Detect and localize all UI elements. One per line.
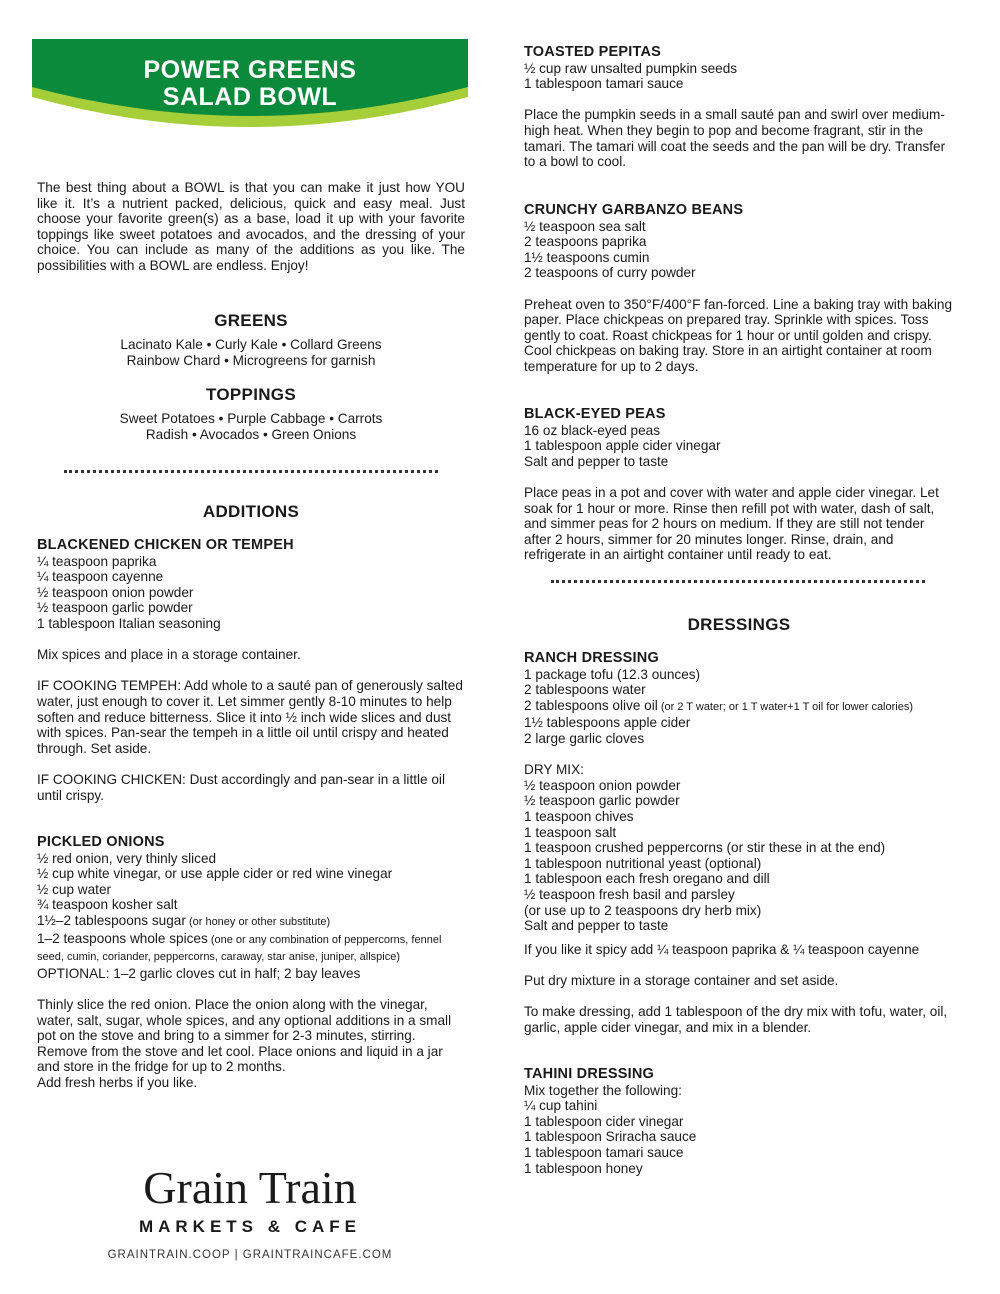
list-item: 1½ teaspoons cumin xyxy=(524,249,650,265)
list-item: OPTIONAL: 1–2 garlic cloves cut in half; 2 bay leaves xyxy=(37,965,361,981)
garbanzo-title: CRUNCHY GARBANZO BEANS xyxy=(524,202,744,218)
blackened-step-3: IF COOKING CHICKEN: Dust accordingly and pan-sear in a little oil until crispy. xyxy=(37,771,445,803)
list-item: 1 teaspoon salt xyxy=(524,824,617,840)
title-line-1: POWER GREENS xyxy=(143,56,357,84)
list-item: ½ teaspoon garlic powder xyxy=(524,793,680,809)
page-title xyxy=(32,57,468,111)
list-item: ¾ teaspoon kosher salt xyxy=(37,897,178,913)
spices-note: (one or any combination of peppercorns, fennel seed, cumin, coriander, peppercorns, caraway, star anise, juniper, allspice) xyxy=(37,933,442,964)
list-item: 1 tablespoon nutritional yeast (optional) xyxy=(524,855,762,871)
list-item: ½ teaspoon sea salt xyxy=(524,218,646,234)
grain-train-logo xyxy=(100,1162,400,1261)
toppings-line-1: Sweet Potatoes • Purple Cabbage • Carrots xyxy=(119,411,383,426)
ranch-section xyxy=(524,651,954,1035)
blackeyed-section xyxy=(524,407,954,563)
garbanzo-section xyxy=(524,203,954,375)
blackened-step-2: IF COOKING TEMPEH: Add whole to a sauté pan of generously salted water, just enough to cover it. Let simmer gently 8-10 minutes to help soften and reduce bitterness. Slice it into ½ inch wide slices and dust with spices. Pan-sear the tempeh in a little oil until crispy and heated through. Set aside. xyxy=(37,678,463,756)
toppings-list xyxy=(37,411,465,442)
list-item: 1 teaspoon crushed peppercorns (or stir these in at the end) xyxy=(524,840,886,856)
ranch-step-2: To make dressing, add 1 tablespoon of the dry mix with tofu, water, oil, garlic, apple cider vinegar, and mix in a blender. xyxy=(524,1004,948,1035)
list-item: 1 package tofu (12.3 ounces) xyxy=(524,666,701,682)
title-banner xyxy=(32,39,468,147)
list-item: ½ teaspoon fresh basil and parsley xyxy=(524,886,735,902)
list-item: 2 large garlic cloves xyxy=(524,730,645,746)
list-item: Salt and pepper to taste xyxy=(524,918,669,934)
list-item: ¼ teaspoon cayenne xyxy=(37,569,164,585)
greens-list xyxy=(37,337,465,368)
list-item: 1 tablespoon cider vinegar xyxy=(524,1113,684,1129)
logo-subtitle: MARKETS & CAFE xyxy=(138,1217,362,1236)
list-item: ¼ teaspoon paprika xyxy=(37,553,157,569)
ranch-step-1: Put dry mixture in a storage container and set aside. xyxy=(524,972,839,988)
divider-left xyxy=(64,470,438,473)
list-item: ½ teaspoon onion powder xyxy=(524,777,681,793)
blackened-section xyxy=(37,538,465,803)
blackened-step-1: Mix spices and place in a storage container. xyxy=(37,647,301,663)
list-item: ½ teaspoon garlic powder xyxy=(37,600,193,616)
list-item: Mix together the following: xyxy=(524,1082,682,1098)
spicy-note: If you like it spicy add ¼ teaspoon paprika & ¼ teaspoon cayenne xyxy=(524,941,920,957)
list-item: 1 tablespoon tamari sauce xyxy=(524,1144,684,1160)
drymix-label: DRY MIX: xyxy=(524,762,584,778)
blackeyed-step-1: Place peas in a pot and cover with water and apple cider vinegar. Let soak for 1 hour or more. Rinse then refill pot with water, dash of salt, and simmer peas for 2 hours on medium. If they are still not tender after 2 hours, simmer for 20 minutes longer. Rinse, drain, and refrigerate in an airtight container until ready to eat. xyxy=(524,484,939,563)
pepitas-title: TOASTED PEPITAS xyxy=(524,44,662,60)
list-item: ¼ cup tahini xyxy=(524,1098,598,1114)
dressings-heading: DRESSINGS xyxy=(687,615,791,634)
logo-urls: GRAINTRAIN.COOP | GRAINTRAINCAFE.COM xyxy=(107,1249,393,1261)
pickled-section xyxy=(37,835,465,1091)
toppings-line-2: Radish • Avocados • Green Onions xyxy=(145,426,357,442)
tahini-section xyxy=(524,1067,954,1176)
spices-text: 1–2 teaspoons whole spices xyxy=(37,930,208,946)
divider-right xyxy=(551,580,925,583)
spices-item xyxy=(37,931,465,966)
list-item: 1 tablespoon Italian seasoning xyxy=(37,615,221,631)
list-item: ½ red onion, very thinly sliced xyxy=(37,850,217,866)
list-item: 1 tablespoon each fresh oregano and dill xyxy=(524,871,770,887)
blackened-title: BLACKENED CHICKEN OR TEMPEH xyxy=(37,537,294,553)
list-item: ½ cup raw unsalted pumpkin seeds xyxy=(524,60,738,76)
blackened-ingredients xyxy=(37,554,465,632)
toppings-heading: TOPPINGS xyxy=(206,385,296,404)
greens-line-1: Lacinato Kale • Curly Kale • Collard Greens xyxy=(120,337,382,352)
list-item: Salt and pepper to taste xyxy=(524,453,669,469)
pepitas-section xyxy=(524,45,954,170)
list-item: ½ cup white vinegar, or use apple cider or red wine vinegar xyxy=(37,866,393,882)
pickled-step-2: Add fresh herbs if you like. xyxy=(37,1074,198,1090)
logo-wordmark: Grain Train xyxy=(143,1162,357,1213)
greens-heading: GREENS xyxy=(214,311,288,330)
blackeyed-title: BLACK-EYED PEAS xyxy=(524,406,666,422)
title-line-2: SALAD BOWL xyxy=(162,83,338,111)
olive-oil-text: 2 tablespoons olive oil xyxy=(524,697,658,713)
list-item: 1 tablespoon Sriracha sauce xyxy=(524,1129,697,1145)
ranch-title: RANCH DRESSING xyxy=(524,650,659,666)
greens-line-2: Rainbow Chard • Microgreens for garnish xyxy=(126,352,376,368)
additions-heading: ADDITIONS xyxy=(202,502,300,521)
list-item: 1 teaspoon chives xyxy=(524,808,634,824)
garbanzo-step-1: Preheat oven to 350°F/400°F fan-forced. Line a baking tray with baking paper. Place chickpeas on prepared tray. Sprinkle with spices. Toss gently to coat. Roast chickpeas for 1 hour or until golden and crispy. Cool chickpeas on baking tray. Store in an airtight container at room temperature for up to 2 days. xyxy=(524,296,953,374)
intro-paragraph: The best thing about a BOWL is that you can make it just how YOU like it. It’s a nutrient packed, delicious, quick and easy meal. Just choose your favorite green(s) as a base, load it up with your favorite toppings like sweet potatoes and avocados, and the dressing of your choice. You can include as many of the additions as you like. The possibilities with a BOWL are endless. Enjoy! xyxy=(37,180,465,273)
list-item: 1 tablespoon honey xyxy=(524,1160,643,1176)
list-item xyxy=(524,698,954,716)
sugar-note: (or honey or other substitute) xyxy=(185,915,331,928)
tahini-title: TAHINI DRESSING xyxy=(524,1066,655,1082)
list-item: (or use up to 2 teaspoons dry herb mix) xyxy=(524,902,762,918)
pickled-ingredients xyxy=(37,851,465,931)
list-item: ½ cup water xyxy=(37,881,112,897)
list-item: 16 oz black-eyed peas xyxy=(524,422,661,438)
list-item: 2 tablespoons water xyxy=(524,682,646,698)
list-item: 1 tablespoon tamari sauce xyxy=(524,76,684,92)
list-item: ½ teaspoon onion powder xyxy=(37,584,194,600)
sugar-text: 1½–2 tablespoons sugar xyxy=(37,912,186,928)
pickled-step-1: Thinly slice the red onion. Place the onion along with the vinegar, water, salt, sugar, whole spices, and any optional additions in a small pot on the stove and bring to a simmer for 2-3 minutes, stirring. Remove from the stove and let cool. Place onions and liquid in a jar and store in the fridge for up to 2 months. xyxy=(37,996,452,1075)
list-item: 1½ tablespoons apple cider xyxy=(524,715,691,731)
pepitas-step-1: Place the pumpkin seeds in a small sauté pan and swirl over medium-high heat. When they begin to pop and become fragrant, stir in the tamari. The tamari will coat the seeds and the pan will be dry. Transfer to a bowl to cool. xyxy=(524,107,946,170)
list-item xyxy=(37,913,465,931)
olive-oil-note: (or 2 T water; or 1 T water+1 T oil for lower calories) xyxy=(657,700,914,713)
list-item: 2 teaspoons paprika xyxy=(524,234,647,250)
list-item: 1 tablespoon apple cider vinegar xyxy=(524,438,721,454)
pickled-title: PICKLED ONIONS xyxy=(37,834,165,850)
list-item: 2 teaspoons of curry powder xyxy=(524,265,696,281)
